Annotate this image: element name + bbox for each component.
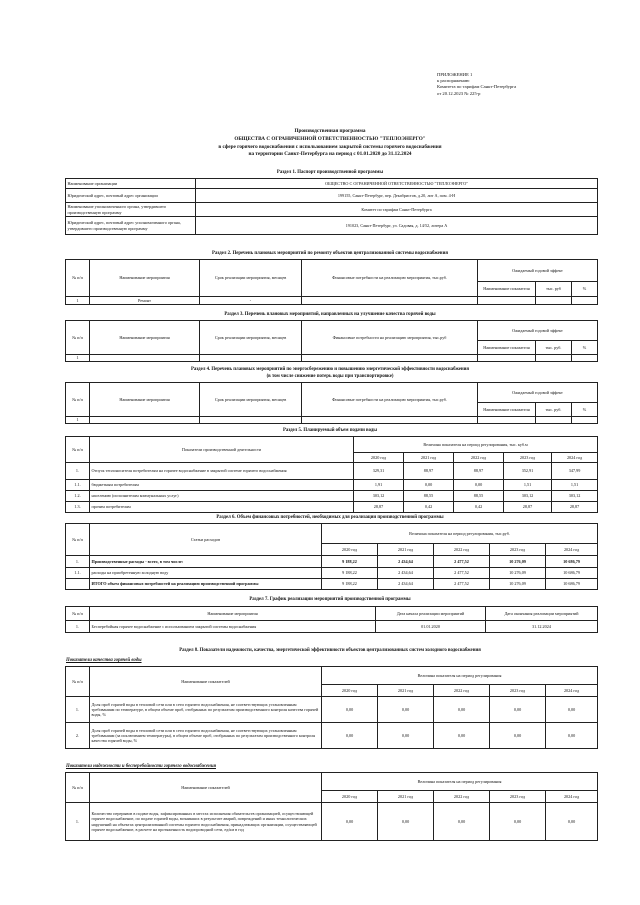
header-cell: тыс. руб.	[536, 341, 572, 355]
table-cell: 1,91	[354, 480, 404, 491]
table-row	[66, 697, 598, 723]
header-cell: %	[572, 403, 598, 417]
section-2-table	[65, 259, 598, 305]
header-cell: Финансовые потребности на реализацию мероприятия, тыс.руб	[302, 321, 478, 355]
table-cell: Наименование организации	[66, 179, 196, 189]
table-cell	[302, 297, 478, 305]
table-cell: 10 686,79	[546, 556, 598, 568]
table-cell: 303,12	[504, 491, 552, 502]
table-row	[66, 803, 598, 841]
section-5-table	[65, 436, 598, 513]
header-cell: № п/п	[66, 437, 90, 463]
section-1-heading: Раздел 1. Паспорт производственной программы	[276, 170, 384, 175]
table-row	[66, 355, 598, 362]
table-row	[66, 297, 598, 305]
table-cell: 1,51	[552, 480, 598, 491]
year-header: 2023 год	[504, 453, 552, 463]
header-cell: %	[572, 282, 598, 297]
table-cell: 9 188,22	[322, 568, 378, 579]
table-cell: 0,42	[404, 502, 454, 513]
table-cell: 10 686,79	[546, 579, 598, 590]
table-cell: 303,12	[354, 491, 404, 502]
year-header: 2020 год	[322, 685, 378, 697]
header-cell: Финансовые потребности на реализацию мероприятия, тыс.руб.	[302, 260, 478, 297]
appendix-stamp	[437, 72, 516, 97]
header-cell: Наименование показателей	[90, 773, 322, 803]
year-header: 2024 год	[546, 791, 598, 803]
table-cell: 9 188,22	[322, 579, 378, 590]
table-row	[66, 502, 598, 513]
table-cell: -	[200, 297, 302, 305]
table-cell: Доля проб горячей воды в тепловой сети или в сети горячего водоснабжения, не соответствующих установленным требованиям по температуре, в общем объеме проб, отобранных по результатам производственного контроля качества горячей воды, %	[90, 697, 322, 723]
header-cell: Наименование показателя	[478, 341, 536, 355]
table-cell	[572, 297, 598, 305]
table-row	[66, 556, 598, 568]
section-6-heading: Раздел 6. Объем финансовых потребностей, необходимых для реализации производственной программы	[216, 515, 444, 520]
table-cell: 88,55	[454, 491, 504, 502]
table-cell: 2 434,64	[378, 568, 434, 579]
table-cell: 1.3.	[66, 502, 90, 513]
year-header: 2021 год	[378, 791, 434, 803]
table-cell: 329,31	[354, 463, 404, 480]
table-header-row	[66, 437, 598, 453]
year-header: 2021 год	[378, 544, 434, 556]
header-cell: Ожидаемый годовой эффект	[478, 321, 598, 341]
table-cell: Количество перерывов в подаче воды, зафиксированных в местах исполнения обязательств организацией, осуществляющей горячее водоснабжение, по подаче горячей воды, возникших в результате аварий, повреждений и иных технологических нарушений на объектах централизованной системы горячего водоснабжения, принадлежащих организации, осуществляющей горячее водоснабжение, в расчете на протяженность водопроводной сети, ед/км в год	[90, 803, 322, 841]
table-row	[66, 203, 598, 217]
table-cell: Наименование уполномоченного органа, утвердившего производственную программу	[66, 203, 196, 217]
table-cell: 0,00	[434, 723, 490, 749]
table-cell: 10 686,79	[546, 568, 598, 579]
year-header: 2020 год	[322, 791, 378, 803]
table-header-row	[66, 321, 598, 341]
year-header: 2023 год	[490, 791, 546, 803]
section-4-heading: Раздел 4. Перечень плановых мероприятий по энергосбережению и повышению энергетической эффективности водоснабжения	[190, 367, 470, 372]
table-cell	[90, 355, 200, 362]
header-cell: Величина показателя на период регулирования	[322, 667, 598, 685]
table-cell: 10 276,09	[490, 568, 546, 579]
table-cell: 0,00	[434, 803, 490, 841]
table-cell: 0,00	[454, 480, 504, 491]
year-header: 2020 год	[354, 453, 404, 463]
table-cell	[478, 417, 536, 424]
header-cell: Ожидаемый годовой эффект	[478, 260, 598, 282]
table-cell: 1	[66, 297, 90, 305]
table-cell: 0,00	[378, 803, 434, 841]
table-cell: Ремонт	[90, 297, 200, 305]
table-cell: Производственные расходы - всего, в том числе:	[90, 556, 322, 568]
title-line: в сфере горячего водоснабжения с использованием закрытой системы горячего водоснабжения	[218, 143, 442, 150]
table-cell: бюджетным потребителям	[90, 480, 354, 491]
table-cell: 0,00	[546, 803, 598, 841]
year-header: 2020 год	[322, 544, 378, 556]
table-cell: 0,42	[454, 502, 504, 513]
header-cell: № п/п	[66, 260, 90, 297]
section-3-table	[65, 320, 598, 362]
table-cell: Комитет по тарифам Санкт-Петербурга	[196, 203, 598, 217]
table-cell	[200, 355, 302, 362]
table-cell: Юридический адрес, почтовый адрес организации	[66, 189, 196, 203]
table-cell	[478, 297, 536, 305]
table-header-row	[66, 773, 598, 791]
table-cell: 303,12	[552, 491, 598, 502]
year-header: 2021 год	[378, 685, 434, 697]
header-cell: Дата начала реализации мероприятий	[376, 607, 486, 621]
table-cell: 0,00	[490, 697, 546, 723]
table-row	[66, 568, 598, 579]
section-3-heading: Раздел 3. Перечень плановых мероприятий, направленных на улучшение качества горячей воды	[224, 312, 436, 317]
table-cell: 1.2.	[66, 491, 90, 502]
header-cell: № п/п	[66, 524, 90, 556]
table-cell: 0,00	[322, 697, 378, 723]
section-7-table	[65, 606, 598, 633]
title-line: ОБЩЕСТВА С ОГРАНИЧЕННОЙ ОТВЕТСТВЕННОСТЬЮ "ТЕПЛОЭНЕРГО"	[234, 135, 426, 142]
document-title	[70, 128, 590, 159]
section-5-heading: Раздел 5. Планируемый объем подачи воды	[282, 428, 378, 433]
section-4-subheading: (в том числе снижение потерь воды при транспортировке)	[266, 374, 394, 379]
table-cell: Бесперебойная горячее водоснабжение с использованием закрытой системы водоснабжения	[90, 621, 376, 633]
header-cell: № п/п	[66, 607, 90, 621]
table-row	[66, 579, 598, 590]
table-cell	[200, 417, 302, 424]
section-8-quality-table	[65, 666, 598, 749]
table-row	[66, 480, 598, 491]
section-6-table	[65, 523, 598, 590]
table-cell: 1.	[66, 463, 90, 480]
header-cell: № п/п	[66, 383, 90, 417]
header-cell: тыс. руб.	[536, 403, 572, 417]
table-cell: 352,91	[504, 463, 552, 480]
section-2-heading: Раздел 2. Перечень плановых мероприятий по ремонту объектов централизованной системы водоснабжения	[212, 251, 448, 256]
header-cell: Ожидаемый годовой эффект	[478, 383, 598, 403]
table-cell: 0,00	[322, 803, 378, 841]
table-cell: ИТОГО объем финансовых потребностей на реализацию производственной программы	[90, 579, 322, 590]
header-cell: Наименование показателей	[90, 667, 322, 697]
table-cell: 88,55	[404, 491, 454, 502]
appendix-line: к распоряжению	[437, 78, 470, 84]
quality-subheading: Показатели качества горячей воды	[66, 658, 142, 663]
table-cell: 0,00	[378, 697, 434, 723]
header-cell: Величина показателя на период регулирования, тыс. куб.м	[354, 437, 598, 453]
table-cell	[302, 417, 478, 424]
header-cell: № п/п	[66, 773, 90, 803]
title-line: Производственная программа	[294, 128, 366, 134]
table-cell	[572, 355, 598, 362]
table-row	[66, 189, 598, 203]
table-cell: 1.	[66, 803, 90, 841]
header-cell: Показатели производственной деятельности	[90, 437, 354, 463]
header-cell: Срок реализации мероприятия, месяцев	[200, 260, 302, 297]
table-cell: 9 188,22	[322, 556, 378, 568]
reliability-subheading: Показатели надежности и бесперебойности горячего водоснабжения	[66, 764, 216, 769]
table-cell	[572, 417, 598, 424]
header-cell: № п/п	[66, 667, 90, 697]
table-cell	[536, 297, 572, 305]
year-header: 2024 год	[552, 453, 598, 463]
table-cell: 191023, Санкт-Петербург, ул. Садовая, д. 14/52, литера А	[196, 217, 598, 235]
table-cell: 1.	[66, 621, 90, 633]
table-cell	[478, 355, 536, 362]
header-cell: Наименование показателя	[478, 282, 536, 297]
table-cell: 28,87	[552, 502, 598, 513]
table-cell: 28,87	[354, 502, 404, 513]
table-cell: 2 477,52	[434, 556, 490, 568]
header-cell: Финансовые потребности на реализацию мероприятия, тыс.руб.	[302, 383, 478, 417]
header-cell: %	[572, 341, 598, 355]
header-cell: Наименование показателя	[478, 403, 536, 417]
section-8-reliability-table	[65, 772, 598, 841]
table-cell: 0,00	[546, 697, 598, 723]
table-cell: Доля проб горячей воды в тепловой сети или в сети горячего водоснабжения, не соответствующих установленным требованиям (за исключением температуры), в общем объеме проб, отобранных по результатам производственного контроля качества горячей воды, %	[90, 723, 322, 749]
section-7-heading: Раздел 7. График реализации мероприятий производственной программы	[249, 597, 411, 602]
table-cell: 10 276,09	[490, 579, 546, 590]
table-header-row	[66, 383, 598, 403]
year-header: 2021 год	[404, 453, 454, 463]
table-cell: 1.	[66, 697, 90, 723]
table-row	[66, 723, 598, 749]
table-header-row	[66, 667, 598, 685]
table-cell: 88,97	[454, 463, 504, 480]
header-cell: Срок реализации мероприятия, месяцев	[200, 321, 302, 355]
table-cell: 347,99	[552, 463, 598, 480]
table-row	[66, 217, 598, 235]
table-cell: 28,87	[504, 502, 552, 513]
table-cell: 2 477,52	[434, 568, 490, 579]
table-cell: 2 477,52	[434, 579, 490, 590]
table-cell: 0,00	[490, 723, 546, 749]
table-cell: 88,97	[404, 463, 454, 480]
table-cell	[536, 417, 572, 424]
table-cell: расходы на приобретенную холодную воду	[90, 568, 322, 579]
table-cell: 1.1.	[66, 568, 90, 579]
table-cell: 31.12.2024	[486, 621, 598, 633]
year-header: 2023 год	[490, 544, 546, 556]
table-cell: 0,00	[322, 723, 378, 749]
table-header-row	[66, 260, 598, 282]
year-header: 2024 год	[546, 685, 598, 697]
table-cell: 0,00	[490, 803, 546, 841]
appendix-line: Комитета по тарифам Санкт-Петербурга	[437, 84, 517, 90]
table-cell: 0,00	[404, 480, 454, 491]
header-cell: № п/п	[66, 321, 90, 355]
header-cell: Наименование мероприятия	[90, 260, 200, 297]
table-cell: 1.	[66, 556, 90, 568]
section-1-table	[65, 178, 598, 235]
table-cell: 2.	[66, 723, 90, 749]
table-cell: 1,51	[504, 480, 552, 491]
table-cell: Юридический адрес, почтовый адрес уполномоченного органа, утвердившего производственную программу	[66, 217, 196, 235]
header-cell: Срок реализации мероприятия, месяцев	[200, 383, 302, 417]
year-header: 2022 год	[454, 453, 504, 463]
table-cell: Отпуск теплоносителя потребителям на горячее водоснабжение в закрытой системе горячего водоснабжения	[90, 463, 354, 480]
table-row	[66, 179, 598, 189]
table-cell: 0,00	[546, 723, 598, 749]
section-8-heading: Раздел 8. Показатели надежности, качества, энергетической эффективности объектов централизованных систем холодного водоснабжения	[179, 648, 481, 653]
table-cell: 1	[66, 417, 90, 424]
header-cell: Величина показателя на период регулирования, тыс.руб.	[322, 524, 598, 544]
table-cell: 199155, Санкт-Петербург, пер. Декабристов, д.20, лит А, пом. 4-Н	[196, 189, 598, 203]
table-cell: населению (исполнителям коммунальных услуг)	[90, 491, 354, 502]
year-header: 2024 год	[546, 544, 598, 556]
table-cell: 0,00	[378, 723, 434, 749]
header-cell: Статьи расходов	[90, 524, 322, 556]
table-cell	[90, 417, 200, 424]
appendix-line: от 20.12.2023 № 225-р	[437, 90, 481, 96]
header-cell: Величина показателя на период регулирования	[322, 773, 598, 791]
table-header-row	[66, 607, 598, 621]
appendix-line: ПРИЛОЖЕНИЕ 1	[437, 72, 473, 77]
header-cell: тыс. руб	[536, 282, 572, 297]
table-cell: 1.1.	[66, 480, 90, 491]
table-row	[66, 621, 598, 633]
header-cell: Дата окончания реализации мероприятий	[486, 607, 598, 621]
header-cell: Наименование мероприятия	[90, 383, 200, 417]
table-cell	[536, 355, 572, 362]
table-cell: ОБЩЕСТВО С ОГРАНИЧЕННОЙ ОТВЕТСТВЕННОСТЬЮ "ТЕПЛОЭНЕРГО"	[196, 179, 598, 189]
table-row	[66, 417, 598, 424]
year-header: 2023 год	[490, 685, 546, 697]
header-cell: Наименование мероприятия	[90, 321, 200, 355]
table-header-row	[66, 524, 598, 544]
table-cell	[302, 355, 478, 362]
table-cell: прочим потребителям	[90, 502, 354, 513]
title-line: на территории Санкт-Петербурга на период с 01.01.2020 до 31.12.2024	[248, 151, 412, 158]
year-header: 2022 год	[434, 544, 490, 556]
table-cell: 01.01.2020	[376, 621, 486, 633]
table-row	[66, 463, 598, 480]
table-cell: 2 434,64	[378, 579, 434, 590]
table-row	[66, 491, 598, 502]
header-cell: Наименование мероприятия	[90, 607, 376, 621]
year-header: 2022 год	[434, 791, 490, 803]
table-cell: 1	[66, 355, 90, 362]
table-cell: 10 276,09	[490, 556, 546, 568]
table-cell: 2 434,64	[378, 556, 434, 568]
table-cell	[66, 579, 90, 590]
section-4-table	[65, 382, 598, 424]
table-cell: 0,00	[434, 697, 490, 723]
year-header: 2022 год	[434, 685, 490, 697]
